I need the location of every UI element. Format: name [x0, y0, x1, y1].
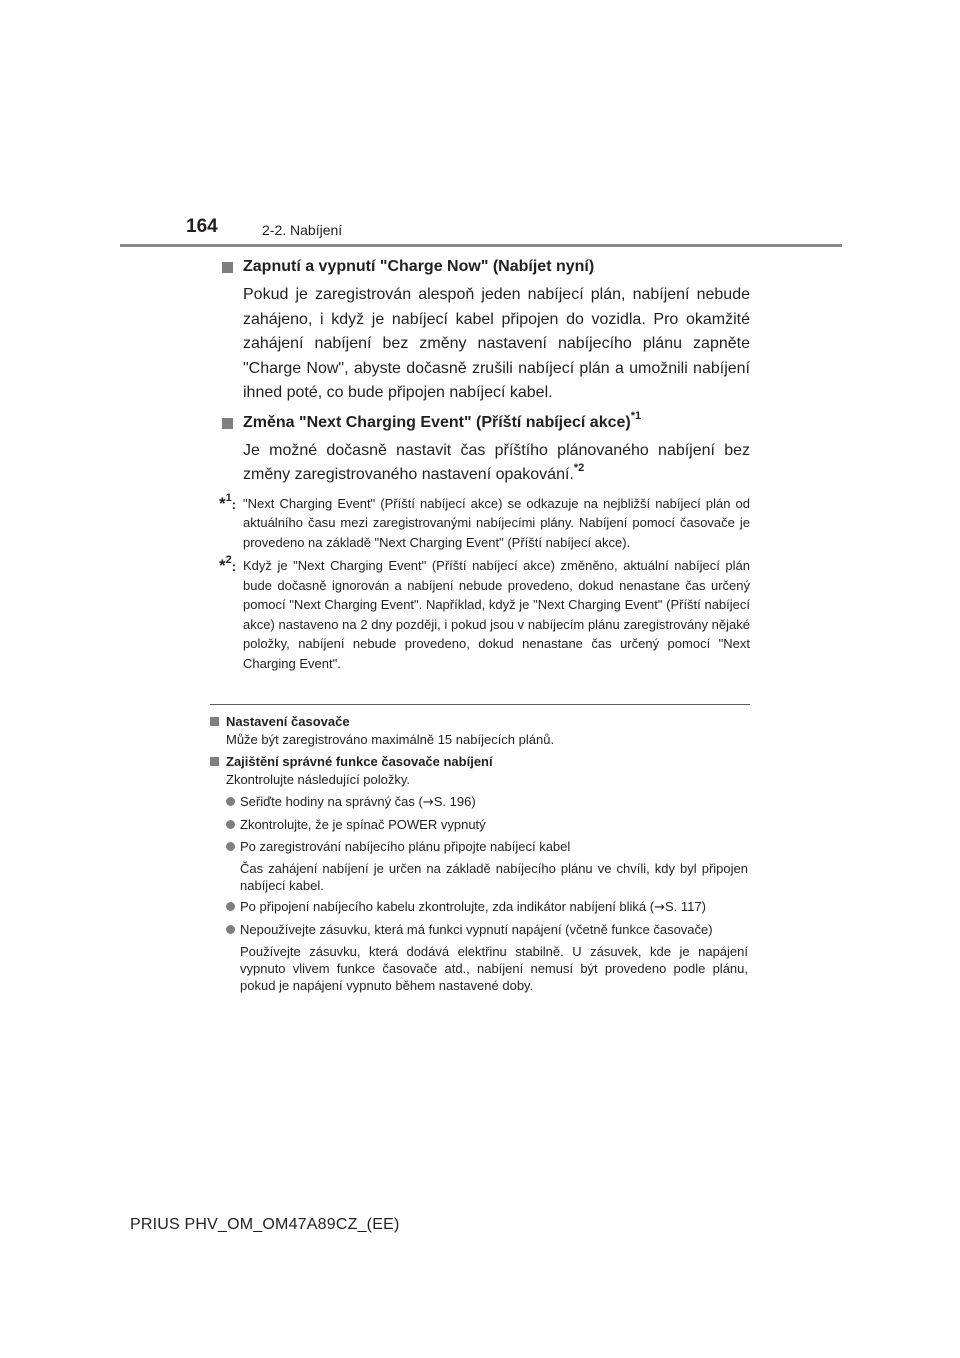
paragraph-next-charging	[243, 439, 750, 488]
list-item-detail: Používejte zásuvku, která dodává elektřinu stabilně. U zásuvek, kde je napájení vypnuto vlivem funkce časovače atd., nabíjení nemusí být provedeno podle plánu, pokud je napájení vypnuto během nastavené doby.	[240, 944, 748, 993]
footnote-marker: *$^2$:	[219, 554, 237, 575]
note-heading-text: Nastavení časovače	[226, 714, 350, 729]
heading-text: Zapnutí a vypnutí "Charge Now" (Nabíjet nyní)	[243, 258, 595, 275]
list-item: Po připojení nabíjecího kabelu zkontrolujte, zda indikátor nabíjení bliká (→S. 117)	[210, 898, 748, 917]
footnote-1	[219, 491, 750, 553]
circle-bullet-icon	[226, 902, 235, 911]
arrow-right-icon: →	[654, 900, 665, 915]
circle-bullet-icon	[226, 842, 235, 851]
footnote-ref: *2	[573, 462, 585, 474]
list-item: Nepoužívejte zásuvku, která má funkci vypnutí napájení (včetně funkce časovače)	[210, 921, 748, 939]
page-reference: S. 196)	[433, 794, 476, 809]
list-item: Seřiďte hodiny na správný čas (→S. 196)	[210, 793, 748, 812]
note-text: Zkontrolujte následující položky.	[226, 772, 411, 787]
circle-bullet-icon	[226, 820, 235, 829]
list-item: Po zaregistrování nabíjecího plánu připojte nabíjecí kabel	[210, 838, 748, 856]
footnote-2	[219, 554, 750, 673]
paragraph-charge-now: Pokud je zaregistrován alespoň jeden nabíjecí plán, nabíjení nebude zahájeno, i když je nabíjecí kabel připojen do vozidla. Pro okamžité zahájení nabíjení bez změny nastavení nabíjecího plánu zapněte "Charge Now", abyste dočasně zrušili nabíjecí plán a umožnili nabíjení ihned poté, co bude připojen nabíjecí kabel.	[243, 286, 750, 401]
note-heading-check	[210, 753, 748, 771]
paragraph-text: Je možné dočasně nastavit čas příštího plánovaného nabíjení bez změny zaregistrovaného nastavení opakování.	[243, 441, 750, 483]
notes-section	[210, 711, 748, 994]
note-heading-text: Zajištění správné funkce časovače nabíjení	[226, 754, 493, 769]
footnote-ref: *1	[630, 409, 642, 422]
footnote-marker: *$^1$:	[219, 491, 237, 513]
square-bullet-icon	[222, 262, 233, 273]
notes-divider	[210, 704, 750, 705]
list-item-detail: Čas zahájení nabíjení je určen na základě nabíjecího plánu ve chvíli, kdy byl připojen nabíjecí kabel.	[240, 861, 748, 893]
square-bullet-icon	[222, 418, 233, 429]
note-heading-timer	[210, 713, 748, 731]
footer-doc-id: PRIUS PHV_OM_OM47A89CZ_(EE)	[130, 1216, 400, 1233]
page-number: 164	[186, 216, 218, 237]
square-bullet-icon	[210, 757, 219, 766]
circle-bullet-icon	[226, 797, 235, 806]
heading-text: Změna "Next Charging Event" (Příští nabíjecí akce)	[243, 413, 631, 431]
section-heading-charge-now	[222, 256, 750, 278]
list-item: Zkontrolujte, že je spínač POWER vypnutý	[210, 816, 748, 834]
note-text: Může být zaregistrováno maximálně 15 nabíjecích plánů.	[226, 732, 555, 747]
footnote-text: Když je "Next Charging Event" (Příští nabíjecí akce) změněno, aktuální nabíjecí plán bude dočasně ignorován a nabíjení nebude provedeno, dokud nenastane čas určený pomocí "Next Charging Event". Například, když je "Next Charging Event" (Příští nabíjecí akce) nastaveno na 2 dny později, i pokud jsou v nabíjecím plánu zaregistrovány nějaké položky, nabíjení nebude provedeno, dokud nenastane čas určený pomocí "Next Charging Event".	[243, 558, 750, 671]
circle-bullet-icon	[226, 925, 235, 934]
section-label: 2-2. Nabíjení	[262, 222, 343, 238]
section-heading-next-charging	[222, 409, 750, 434]
header-rule	[120, 244, 842, 247]
page-reference: S. 117)	[665, 899, 706, 914]
footnote-text: "Next Charging Event" (Příští nabíjecí akce) se odkazuje na nejbližší nabíjecí plán od aktuálního času mezi zaregistrovanými nabíjecími plány. Nabíjení pomocí časovače je provedeno na základě "Next Charging Event" (Příští nabíjecí akce).	[243, 495, 750, 550]
main-content	[219, 252, 750, 677]
square-bullet-icon	[210, 717, 219, 726]
arrow-right-icon: →	[422, 795, 434, 810]
